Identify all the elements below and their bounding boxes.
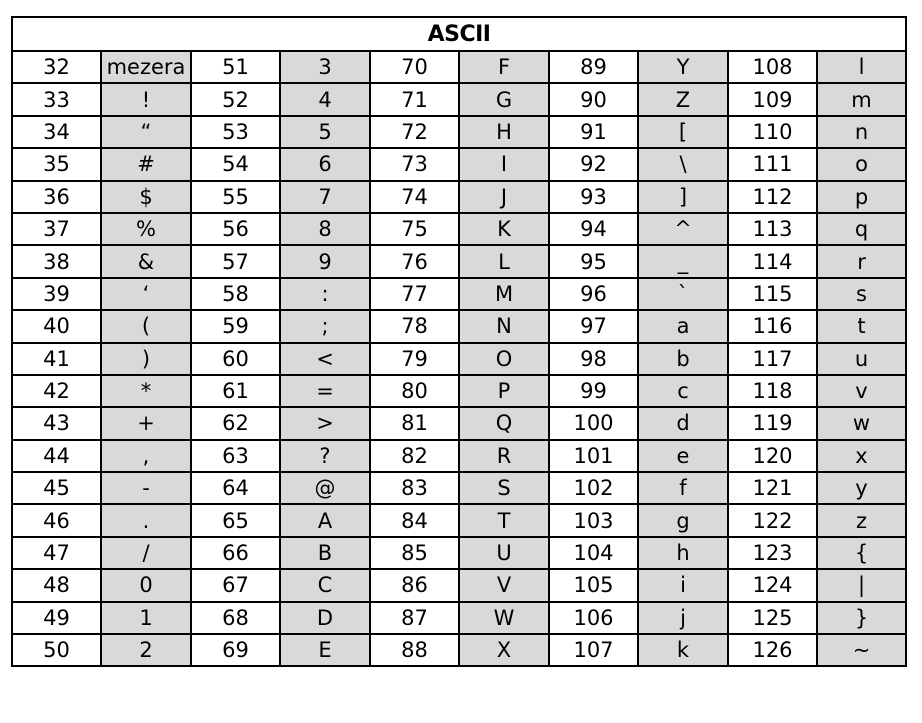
ascii-code-cell: 105 (549, 569, 638, 601)
ascii-code-cell: 97 (549, 310, 638, 342)
ascii-char-cell: ! (101, 83, 191, 115)
table-row (12, 375, 906, 407)
ascii-code-cell: 33 (12, 83, 101, 115)
ascii-char-cell: X (459, 634, 549, 666)
ascii-code-cell: 80 (370, 375, 459, 407)
ascii-code-cell: 47 (12, 537, 101, 569)
ascii-char-cell: ? (280, 440, 370, 472)
table-row (12, 51, 906, 83)
ascii-code-cell: 64 (191, 472, 280, 504)
ascii-char-cell: J (459, 181, 549, 213)
ascii-char-cell: f (638, 472, 728, 504)
ascii-code-cell: 56 (191, 213, 280, 245)
table-body (12, 51, 906, 666)
ascii-char-cell: % (101, 213, 191, 245)
ascii-code-cell: 109 (728, 83, 817, 115)
ascii-char-cell: k (638, 634, 728, 666)
ascii-char-cell: } (817, 602, 906, 634)
ascii-code-cell: 49 (12, 602, 101, 634)
ascii-code-cell: 114 (728, 245, 817, 277)
ascii-code-cell: 85 (370, 537, 459, 569)
ascii-char-cell: - (101, 472, 191, 504)
ascii-code-cell: 86 (370, 569, 459, 601)
ascii-char-cell: : (280, 278, 370, 310)
ascii-code-cell: 123 (728, 537, 817, 569)
ascii-char-cell: o (817, 148, 906, 180)
ascii-code-cell: 88 (370, 634, 459, 666)
ascii-char-cell: & (101, 245, 191, 277)
ascii-char-cell: 6 (280, 148, 370, 180)
ascii-char-cell: B (280, 537, 370, 569)
ascii-char-cell: ) (101, 343, 191, 375)
ascii-char-cell: Y (638, 51, 728, 83)
ascii-code-cell: 108 (728, 51, 817, 83)
ascii-char-cell: V (459, 569, 549, 601)
table-row (12, 310, 906, 342)
ascii-code-cell: 71 (370, 83, 459, 115)
ascii-code-cell: 116 (728, 310, 817, 342)
ascii-code-cell: 59 (191, 310, 280, 342)
table-row (12, 472, 906, 504)
ascii-char-cell: 2 (101, 634, 191, 666)
ascii-char-cell: y (817, 472, 906, 504)
ascii-code-cell: 90 (549, 83, 638, 115)
ascii-char-cell: ; (280, 310, 370, 342)
ascii-char-cell: H (459, 116, 549, 148)
table-row (12, 116, 906, 148)
ascii-code-cell: 54 (191, 148, 280, 180)
ascii-char-cell: m (817, 83, 906, 115)
ascii-code-cell: 69 (191, 634, 280, 666)
ascii-code-cell: 52 (191, 83, 280, 115)
ascii-code-cell: 72 (370, 116, 459, 148)
ascii-code-cell: 100 (549, 407, 638, 439)
table-row (12, 569, 906, 601)
ascii-code-cell: 77 (370, 278, 459, 310)
ascii-char-cell: O (459, 343, 549, 375)
ascii-char-cell: ( (101, 310, 191, 342)
ascii-code-cell: 68 (191, 602, 280, 634)
ascii-char-cell: 0 (101, 569, 191, 601)
ascii-char-cell: 8 (280, 213, 370, 245)
table-row (12, 602, 906, 634)
ascii-char-cell: , (101, 440, 191, 472)
ascii-code-cell: 93 (549, 181, 638, 213)
ascii-code-cell: 96 (549, 278, 638, 310)
ascii-code-cell: 70 (370, 51, 459, 83)
ascii-char-cell: q (817, 213, 906, 245)
ascii-char-cell: [ (638, 116, 728, 148)
ascii-code-cell: 78 (370, 310, 459, 342)
ascii-code-cell: 67 (191, 569, 280, 601)
ascii-code-cell: 61 (191, 375, 280, 407)
ascii-char-cell: “ (101, 116, 191, 148)
ascii-char-cell: mezera (101, 51, 191, 83)
ascii-char-cell: d (638, 407, 728, 439)
ascii-code-cell: 65 (191, 504, 280, 536)
ascii-char-cell: R (459, 440, 549, 472)
ascii-code-cell: 107 (549, 634, 638, 666)
ascii-char-cell: < (280, 343, 370, 375)
table-row (12, 537, 906, 569)
ascii-code-cell: 120 (728, 440, 817, 472)
ascii-char-cell: ^ (638, 213, 728, 245)
ascii-code-cell: 66 (191, 537, 280, 569)
ascii-code-cell: 63 (191, 440, 280, 472)
table-row (12, 148, 906, 180)
ascii-code-cell: 36 (12, 181, 101, 213)
table-row (12, 407, 906, 439)
ascii-table (11, 16, 907, 667)
ascii-char-cell: T (459, 504, 549, 536)
ascii-char-cell: \ (638, 148, 728, 180)
table-row (12, 181, 906, 213)
ascii-char-cell: / (101, 537, 191, 569)
ascii-code-cell: 118 (728, 375, 817, 407)
ascii-char-cell: g (638, 504, 728, 536)
ascii-code-cell: 115 (728, 278, 817, 310)
ascii-code-cell: 41 (12, 343, 101, 375)
ascii-char-cell: | (817, 569, 906, 601)
ascii-char-cell: l (817, 51, 906, 83)
ascii-char-cell: # (101, 148, 191, 180)
ascii-code-cell: 74 (370, 181, 459, 213)
ascii-char-cell: e (638, 440, 728, 472)
ascii-char-cell: w (817, 407, 906, 439)
ascii-code-cell: 42 (12, 375, 101, 407)
ascii-code-cell: 117 (728, 343, 817, 375)
ascii-code-cell: 91 (549, 116, 638, 148)
ascii-char-cell: P (459, 375, 549, 407)
ascii-char-cell: n (817, 116, 906, 148)
table-title: ASCII (12, 17, 906, 51)
ascii-code-cell: 92 (549, 148, 638, 180)
ascii-char-cell: { (817, 537, 906, 569)
ascii-char-cell: K (459, 213, 549, 245)
ascii-code-cell: 98 (549, 343, 638, 375)
ascii-code-cell: 119 (728, 407, 817, 439)
ascii-char-cell: Q (459, 407, 549, 439)
ascii-code-cell: 37 (12, 213, 101, 245)
ascii-char-cell: U (459, 537, 549, 569)
ascii-code-cell: 57 (191, 245, 280, 277)
table-row (12, 343, 906, 375)
ascii-char-cell: G (459, 83, 549, 115)
ascii-code-cell: 113 (728, 213, 817, 245)
ascii-code-cell: 94 (549, 213, 638, 245)
ascii-code-cell: 101 (549, 440, 638, 472)
ascii-char-cell: c (638, 375, 728, 407)
ascii-char-cell: 9 (280, 245, 370, 277)
ascii-code-cell: 102 (549, 472, 638, 504)
ascii-code-cell: 99 (549, 375, 638, 407)
ascii-char-cell: 1 (101, 602, 191, 634)
ascii-char-cell: p (817, 181, 906, 213)
ascii-char-cell: 5 (280, 116, 370, 148)
table-row (12, 213, 906, 245)
ascii-code-cell: 46 (12, 504, 101, 536)
ascii-char-cell: 7 (280, 181, 370, 213)
ascii-code-cell: 53 (191, 116, 280, 148)
ascii-char-cell: 4 (280, 83, 370, 115)
ascii-char-cell: Z (638, 83, 728, 115)
ascii-char-cell: E (280, 634, 370, 666)
ascii-char-cell: u (817, 343, 906, 375)
table-row (12, 83, 906, 115)
ascii-code-cell: 32 (12, 51, 101, 83)
ascii-char-cell: > (280, 407, 370, 439)
ascii-code-cell: 40 (12, 310, 101, 342)
ascii-code-cell: 34 (12, 116, 101, 148)
ascii-char-cell: v (817, 375, 906, 407)
ascii-char-cell: . (101, 504, 191, 536)
ascii-char-cell: _ (638, 245, 728, 277)
ascii-code-cell: 95 (549, 245, 638, 277)
ascii-char-cell: F (459, 51, 549, 83)
title-row (12, 17, 906, 51)
ascii-char-cell: M (459, 278, 549, 310)
ascii-code-cell: 121 (728, 472, 817, 504)
ascii-code-cell: 38 (12, 245, 101, 277)
ascii-code-cell: 125 (728, 602, 817, 634)
ascii-code-cell: 39 (12, 278, 101, 310)
ascii-char-cell: A (280, 504, 370, 536)
ascii-code-cell: 104 (549, 537, 638, 569)
ascii-code-cell: 55 (191, 181, 280, 213)
ascii-char-cell: @ (280, 472, 370, 504)
ascii-code-cell: 73 (370, 148, 459, 180)
ascii-code-cell: 111 (728, 148, 817, 180)
ascii-char-cell: $ (101, 181, 191, 213)
ascii-char-cell: i (638, 569, 728, 601)
ascii-code-cell: 60 (191, 343, 280, 375)
ascii-code-cell: 35 (12, 148, 101, 180)
table-row (12, 278, 906, 310)
ascii-char-cell: z (817, 504, 906, 536)
ascii-char-cell: 3 (280, 51, 370, 83)
ascii-char-cell: r (817, 245, 906, 277)
ascii-char-cell: = (280, 375, 370, 407)
ascii-code-cell: 103 (549, 504, 638, 536)
ascii-code-cell: 51 (191, 51, 280, 83)
ascii-code-cell: 110 (728, 116, 817, 148)
ascii-code-cell: 48 (12, 569, 101, 601)
ascii-code-cell: 89 (549, 51, 638, 83)
ascii-char-cell: x (817, 440, 906, 472)
ascii-char-cell: a (638, 310, 728, 342)
ascii-char-cell: L (459, 245, 549, 277)
ascii-char-cell: b (638, 343, 728, 375)
ascii-char-cell: ‘ (101, 278, 191, 310)
ascii-char-cell: t (817, 310, 906, 342)
ascii-char-cell: S (459, 472, 549, 504)
table-row (12, 440, 906, 472)
ascii-code-cell: 58 (191, 278, 280, 310)
ascii-char-cell: ~ (817, 634, 906, 666)
ascii-code-cell: 75 (370, 213, 459, 245)
ascii-code-cell: 124 (728, 569, 817, 601)
ascii-code-cell: 81 (370, 407, 459, 439)
table-row (12, 504, 906, 536)
ascii-code-cell: 44 (12, 440, 101, 472)
ascii-char-cell: C (280, 569, 370, 601)
ascii-char-cell: * (101, 375, 191, 407)
ascii-char-cell: s (817, 278, 906, 310)
ascii-code-cell: 87 (370, 602, 459, 634)
ascii-code-cell: 62 (191, 407, 280, 439)
ascii-code-cell: 43 (12, 407, 101, 439)
ascii-char-cell: N (459, 310, 549, 342)
ascii-char-cell: h (638, 537, 728, 569)
ascii-char-cell: W (459, 602, 549, 634)
ascii-code-cell: 126 (728, 634, 817, 666)
ascii-code-cell: 79 (370, 343, 459, 375)
ascii-code-cell: 112 (728, 181, 817, 213)
ascii-code-cell: 50 (12, 634, 101, 666)
ascii-code-cell: 45 (12, 472, 101, 504)
table-row (12, 245, 906, 277)
ascii-code-cell: 76 (370, 245, 459, 277)
ascii-code-cell: 106 (549, 602, 638, 634)
ascii-code-cell: 82 (370, 440, 459, 472)
table-row (12, 634, 906, 666)
ascii-code-cell: 83 (370, 472, 459, 504)
ascii-char-cell: I (459, 148, 549, 180)
ascii-char-cell: D (280, 602, 370, 634)
ascii-char-cell: j (638, 602, 728, 634)
ascii-char-cell: + (101, 407, 191, 439)
ascii-code-cell: 84 (370, 504, 459, 536)
ascii-char-cell: ] (638, 181, 728, 213)
ascii-char-cell: ` (638, 278, 728, 310)
ascii-code-cell: 122 (728, 504, 817, 536)
